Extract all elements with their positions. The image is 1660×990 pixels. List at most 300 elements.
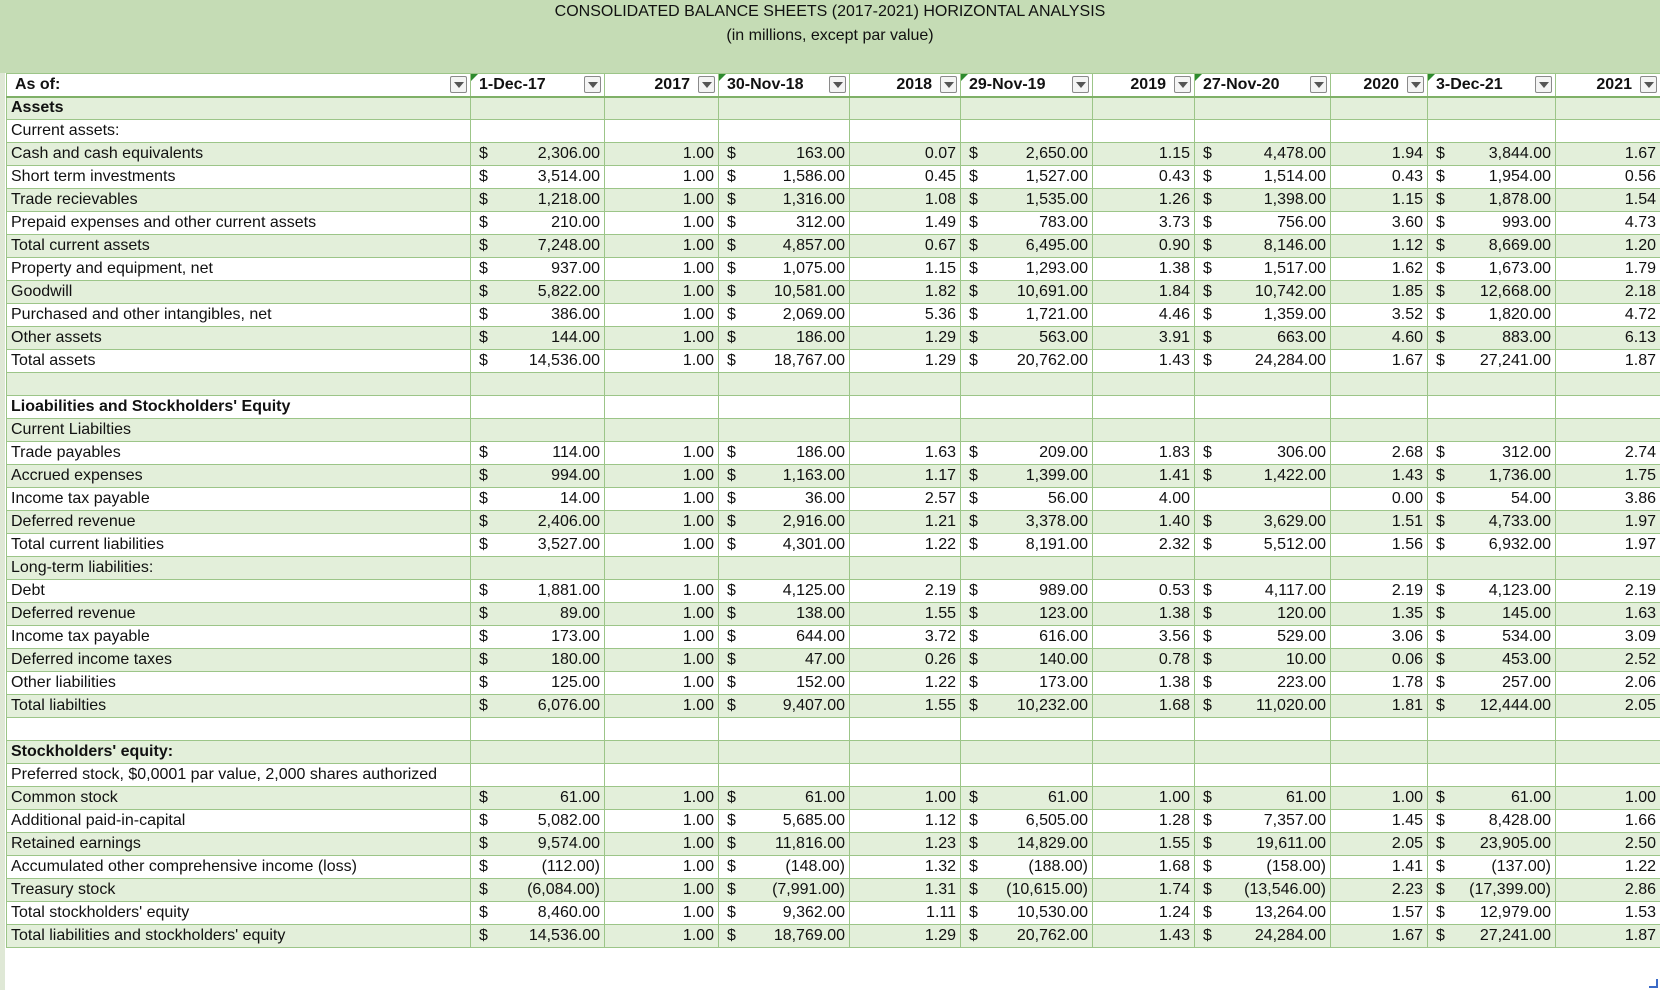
ratio-cell[interactable]: 4.73	[1556, 212, 1660, 235]
ratio-cell[interactable]: 1.20	[1556, 235, 1660, 258]
amount-cell[interactable]	[471, 304, 605, 327]
amount-cell[interactable]	[961, 718, 1093, 741]
amount-cell[interactable]	[719, 350, 850, 373]
ratio-cell[interactable]: 4.00	[1093, 488, 1195, 511]
ratio-cell[interactable]: 1.21	[850, 511, 961, 534]
ratio-cell[interactable]: 1.38	[1093, 603, 1195, 626]
row-label[interactable]: Common stock	[7, 787, 471, 810]
ratio-cell[interactable]	[850, 419, 961, 442]
row-label[interactable]: Additional paid-in-capital	[7, 810, 471, 833]
amount-cell[interactable]	[961, 396, 1093, 419]
row-label[interactable]: Total stockholders' equity	[7, 902, 471, 925]
ratio-cell[interactable]	[1556, 419, 1660, 442]
ratio-cell[interactable]: 1.38	[1093, 258, 1195, 281]
ratio-cell[interactable]	[1093, 718, 1195, 741]
amount-cell[interactable]	[1428, 396, 1556, 419]
row-label[interactable]: Debt	[7, 580, 471, 603]
ratio-cell[interactable]: 4.60	[1331, 327, 1428, 350]
ratio-cell[interactable]: 1.67	[1331, 350, 1428, 373]
amount-cell[interactable]	[719, 695, 850, 718]
ratio-cell[interactable]: 1.00	[605, 212, 719, 235]
row-label[interactable]: Deferred income taxes	[7, 649, 471, 672]
amount-cell[interactable]	[471, 672, 605, 695]
amount-cell[interactable]	[1195, 488, 1331, 511]
ratio-cell[interactable]: 4.46	[1093, 304, 1195, 327]
amount-cell[interactable]	[1428, 787, 1556, 810]
amount-cell[interactable]	[1195, 626, 1331, 649]
title-band[interactable]	[0, 0, 1660, 73]
amount-cell[interactable]	[471, 557, 605, 580]
amount-cell[interactable]	[1195, 327, 1331, 350]
amount-cell[interactable]	[1195, 879, 1331, 902]
ratio-cell[interactable]: 1.00	[1093, 787, 1195, 810]
amount-cell[interactable]	[719, 534, 850, 557]
ratio-cell[interactable]	[850, 557, 961, 580]
amount-cell[interactable]	[1428, 465, 1556, 488]
amount-cell[interactable]	[471, 764, 605, 787]
row-label[interactable]: Accrued expenses	[7, 465, 471, 488]
ratio-cell[interactable]: 3.91	[1093, 327, 1195, 350]
amount-cell[interactable]	[719, 672, 850, 695]
row-label[interactable]	[7, 373, 471, 396]
amount-cell[interactable]	[1195, 212, 1331, 235]
row-label[interactable]: Total liabilties	[7, 695, 471, 718]
ratio-cell[interactable]	[1556, 557, 1660, 580]
amount-cell[interactable]	[719, 557, 850, 580]
ratio-cell[interactable]: 3.60	[1331, 212, 1428, 235]
amount-cell[interactable]	[1428, 189, 1556, 212]
ratio-cell[interactable]: 0.56	[1556, 166, 1660, 189]
amount-cell[interactable]	[961, 902, 1093, 925]
amount-cell[interactable]	[719, 373, 850, 396]
ratio-cell[interactable]	[1093, 373, 1195, 396]
amount-cell[interactable]	[1428, 97, 1556, 120]
amount-cell[interactable]	[1195, 718, 1331, 741]
ratio-cell[interactable]	[605, 97, 719, 120]
column-header-3[interactable]	[719, 74, 850, 97]
amount-cell[interactable]	[719, 741, 850, 764]
ratio-cell[interactable]: 0.45	[850, 166, 961, 189]
ratio-cell[interactable]: 1.00	[605, 672, 719, 695]
amount-cell[interactable]	[961, 373, 1093, 396]
ratio-cell[interactable]: 1.35	[1331, 603, 1428, 626]
column-header-5[interactable]	[961, 74, 1093, 97]
amount-cell[interactable]	[1428, 695, 1556, 718]
ratio-cell[interactable]: 2.05	[1331, 833, 1428, 856]
column-header-8[interactable]	[1331, 74, 1428, 97]
amount-cell[interactable]	[1428, 580, 1556, 603]
ratio-cell[interactable]: 2.19	[1331, 580, 1428, 603]
row-label[interactable]: Trade recievables	[7, 189, 471, 212]
ratio-cell[interactable]: 1.00	[605, 511, 719, 534]
ratio-cell[interactable]: 1.43	[1093, 350, 1195, 373]
amount-cell[interactable]	[1428, 718, 1556, 741]
row-label[interactable]: Stockholders' equity:	[7, 741, 471, 764]
ratio-cell[interactable]: 1.49	[850, 212, 961, 235]
ratio-cell[interactable]: 1.55	[1093, 833, 1195, 856]
filter-dropdown-icon[interactable]	[1174, 76, 1191, 93]
ratio-cell[interactable]: 1.40	[1093, 511, 1195, 534]
amount-cell[interactable]	[1195, 672, 1331, 695]
ratio-cell[interactable]	[605, 120, 719, 143]
amount-cell[interactable]	[471, 258, 605, 281]
ratio-cell[interactable]: 1.00	[605, 580, 719, 603]
row-label[interactable]: Preferred stock, $0,0001 par value, 2,000 shares authorized	[7, 764, 471, 787]
ratio-cell[interactable]: 1.00	[605, 925, 719, 948]
amount-cell[interactable]	[471, 419, 605, 442]
amount-cell[interactable]	[719, 281, 850, 304]
amount-cell[interactable]	[961, 419, 1093, 442]
ratio-cell[interactable]: 1.53	[1556, 902, 1660, 925]
column-header-2[interactable]	[605, 74, 719, 97]
row-label[interactable]: Short term investments	[7, 166, 471, 189]
ratio-cell[interactable]: 1.57	[1331, 902, 1428, 925]
amount-cell[interactable]	[961, 787, 1093, 810]
ratio-cell[interactable]: 1.00	[605, 143, 719, 166]
ratio-cell[interactable]: 2.05	[1556, 695, 1660, 718]
ratio-cell[interactable]: 1.00	[605, 810, 719, 833]
ratio-cell[interactable]: 1.94	[1331, 143, 1428, 166]
amount-cell[interactable]	[471, 580, 605, 603]
amount-cell[interactable]	[471, 902, 605, 925]
ratio-cell[interactable]: 0.43	[1331, 166, 1428, 189]
ratio-cell[interactable]: 2.50	[1556, 833, 1660, 856]
row-label[interactable]: Trade payables	[7, 442, 471, 465]
amount-cell[interactable]	[471, 327, 605, 350]
ratio-cell[interactable]: 1.26	[1093, 189, 1195, 212]
ratio-cell[interactable]: 1.00	[605, 189, 719, 212]
ratio-cell[interactable]: 1.15	[850, 258, 961, 281]
ratio-cell[interactable]: 1.62	[1331, 258, 1428, 281]
ratio-cell[interactable]: 1.00	[605, 649, 719, 672]
amount-cell[interactable]	[961, 258, 1093, 281]
ratio-cell[interactable]: 1.85	[1331, 281, 1428, 304]
ratio-cell[interactable]: 1.68	[1093, 856, 1195, 879]
ratio-cell[interactable]: 1.22	[850, 672, 961, 695]
ratio-cell[interactable]	[1093, 97, 1195, 120]
ratio-cell[interactable]: 1.97	[1556, 511, 1660, 534]
amount-cell[interactable]	[719, 212, 850, 235]
amount-cell[interactable]	[719, 419, 850, 442]
amount-cell[interactable]	[719, 488, 850, 511]
ratio-cell[interactable]	[605, 718, 719, 741]
ratio-cell[interactable]: 1.15	[1331, 189, 1428, 212]
ratio-cell[interactable]: 1.00	[605, 350, 719, 373]
ratio-cell[interactable]	[850, 373, 961, 396]
amount-cell[interactable]	[471, 281, 605, 304]
amount-cell[interactable]	[719, 833, 850, 856]
amount-cell[interactable]	[471, 143, 605, 166]
ratio-cell[interactable]: 5.36	[850, 304, 961, 327]
amount-cell[interactable]	[719, 235, 850, 258]
amount-cell[interactable]	[1195, 810, 1331, 833]
column-header-6[interactable]	[1093, 74, 1195, 97]
amount-cell[interactable]	[1428, 626, 1556, 649]
ratio-cell[interactable]	[1093, 396, 1195, 419]
ratio-cell[interactable]: 1.00	[605, 442, 719, 465]
row-label[interactable]: Purchased and other intangibles, net	[7, 304, 471, 327]
ratio-cell[interactable]	[1093, 741, 1195, 764]
ratio-cell[interactable]: 2.74	[1556, 442, 1660, 465]
ratio-cell[interactable]: 1.24	[1093, 902, 1195, 925]
amount-cell[interactable]	[1428, 879, 1556, 902]
amount-cell[interactable]	[1195, 557, 1331, 580]
row-label[interactable]: Income tax payable	[7, 626, 471, 649]
ratio-cell[interactable]: 4.72	[1556, 304, 1660, 327]
column-header-4[interactable]	[850, 74, 961, 97]
row-label[interactable]: Goodwill	[7, 281, 471, 304]
filter-dropdown-icon[interactable]	[450, 76, 467, 93]
amount-cell[interactable]	[471, 856, 605, 879]
amount-cell[interactable]	[961, 580, 1093, 603]
ratio-cell[interactable]: 1.66	[1556, 810, 1660, 833]
ratio-cell[interactable]: 1.41	[1093, 465, 1195, 488]
ratio-cell[interactable]: 1.00	[605, 281, 719, 304]
ratio-cell[interactable]: 2.52	[1556, 649, 1660, 672]
amount-cell[interactable]	[719, 764, 850, 787]
amount-cell[interactable]	[471, 97, 605, 120]
filter-dropdown-icon[interactable]	[584, 76, 601, 93]
amount-cell[interactable]	[1428, 672, 1556, 695]
amount-cell[interactable]	[1195, 534, 1331, 557]
amount-cell[interactable]	[961, 695, 1093, 718]
column-header-7[interactable]	[1195, 74, 1331, 97]
ratio-cell[interactable]	[1331, 120, 1428, 143]
row-label[interactable]: Deferred revenue	[7, 511, 471, 534]
ratio-cell[interactable]: 1.00	[605, 695, 719, 718]
ratio-cell[interactable]: 1.11	[850, 902, 961, 925]
amount-cell[interactable]	[1428, 373, 1556, 396]
ratio-cell[interactable]: 2.86	[1556, 879, 1660, 902]
amount-cell[interactable]	[471, 212, 605, 235]
amount-cell[interactable]	[1195, 787, 1331, 810]
row-label[interactable]: Income tax payable	[7, 488, 471, 511]
amount-cell[interactable]	[471, 488, 605, 511]
row-label[interactable]: Current Liabilties	[7, 419, 471, 442]
ratio-cell[interactable]: 0.06	[1331, 649, 1428, 672]
amount-cell[interactable]	[719, 856, 850, 879]
amount-cell[interactable]	[1195, 281, 1331, 304]
amount-cell[interactable]	[1195, 741, 1331, 764]
amount-cell[interactable]	[961, 166, 1093, 189]
ratio-cell[interactable]: 1.63	[850, 442, 961, 465]
amount-cell[interactable]	[471, 741, 605, 764]
amount-cell[interactable]	[1428, 488, 1556, 511]
ratio-cell[interactable]	[1093, 764, 1195, 787]
column-header-9[interactable]	[1428, 74, 1556, 97]
amount-cell[interactable]	[1428, 350, 1556, 373]
ratio-cell[interactable]: 1.87	[1556, 350, 1660, 373]
ratio-cell[interactable]: 0.26	[850, 649, 961, 672]
row-label[interactable]: Other assets	[7, 327, 471, 350]
row-label[interactable]: Accumulated other comprehensive income (loss)	[7, 856, 471, 879]
row-label[interactable]: Total liabilities and stockholders' equity	[7, 925, 471, 948]
row-label[interactable]	[7, 718, 471, 741]
ratio-cell[interactable]: 3.86	[1556, 488, 1660, 511]
amount-cell[interactable]	[719, 879, 850, 902]
ratio-cell[interactable]	[1331, 373, 1428, 396]
ratio-cell[interactable]: 2.18	[1556, 281, 1660, 304]
ratio-cell[interactable]: 1.22	[1556, 856, 1660, 879]
ratio-cell[interactable]	[1093, 419, 1195, 442]
ratio-cell[interactable]: 1.43	[1093, 925, 1195, 948]
ratio-cell[interactable]: 1.84	[1093, 281, 1195, 304]
amount-cell[interactable]	[1428, 304, 1556, 327]
ratio-cell[interactable]: 1.00	[605, 304, 719, 327]
amount-cell[interactable]	[1428, 649, 1556, 672]
ratio-cell[interactable]: 3.06	[1331, 626, 1428, 649]
amount-cell[interactable]	[961, 649, 1093, 672]
amount-cell[interactable]	[719, 718, 850, 741]
ratio-cell[interactable]: 1.23	[850, 833, 961, 856]
amount-cell[interactable]	[1195, 511, 1331, 534]
ratio-cell[interactable]: 0.00	[1331, 488, 1428, 511]
amount-cell[interactable]	[961, 465, 1093, 488]
ratio-cell[interactable]: 2.06	[1556, 672, 1660, 695]
amount-cell[interactable]	[719, 810, 850, 833]
ratio-cell[interactable]: 3.72	[850, 626, 961, 649]
ratio-cell[interactable]: 0.53	[1093, 580, 1195, 603]
amount-cell[interactable]	[961, 626, 1093, 649]
ratio-cell[interactable]: 1.00	[605, 488, 719, 511]
ratio-cell[interactable]	[1556, 396, 1660, 419]
amount-cell[interactable]	[1195, 189, 1331, 212]
amount-cell[interactable]	[961, 143, 1093, 166]
ratio-cell[interactable]: 1.00	[605, 327, 719, 350]
amount-cell[interactable]	[961, 189, 1093, 212]
ratio-cell[interactable]: 1.56	[1331, 534, 1428, 557]
amount-cell[interactable]	[719, 143, 850, 166]
row-label[interactable]: Other liabilities	[7, 672, 471, 695]
amount-cell[interactable]	[1195, 120, 1331, 143]
amount-cell[interactable]	[471, 166, 605, 189]
ratio-cell[interactable]: 1.00	[1331, 787, 1428, 810]
amount-cell[interactable]	[1428, 741, 1556, 764]
ratio-cell[interactable]: 1.75	[1556, 465, 1660, 488]
amount-cell[interactable]	[719, 902, 850, 925]
amount-cell[interactable]	[471, 718, 605, 741]
ratio-cell[interactable]: 1.00	[605, 258, 719, 281]
ratio-cell[interactable]: 1.00	[605, 833, 719, 856]
row-label[interactable]: Deferred revenue	[7, 603, 471, 626]
ratio-cell[interactable]: 1.00	[605, 603, 719, 626]
ratio-cell[interactable]: 0.07	[850, 143, 961, 166]
ratio-cell[interactable]: 2.19	[1556, 580, 1660, 603]
amount-cell[interactable]	[719, 511, 850, 534]
amount-cell[interactable]	[471, 626, 605, 649]
ratio-cell[interactable]: 2.23	[1331, 879, 1428, 902]
amount-cell[interactable]	[1428, 258, 1556, 281]
amount-cell[interactable]	[1195, 235, 1331, 258]
amount-cell[interactable]	[719, 787, 850, 810]
ratio-cell[interactable]	[1093, 557, 1195, 580]
amount-cell[interactable]	[961, 488, 1093, 511]
amount-cell[interactable]	[471, 879, 605, 902]
amount-cell[interactable]	[1428, 856, 1556, 879]
amount-cell[interactable]	[471, 810, 605, 833]
ratio-cell[interactable]	[1331, 419, 1428, 442]
ratio-cell[interactable]: 1.97	[1556, 534, 1660, 557]
filter-dropdown-icon[interactable]	[1072, 76, 1089, 93]
amount-cell[interactable]	[1428, 902, 1556, 925]
ratio-cell[interactable]: 1.00	[605, 465, 719, 488]
amount-cell[interactable]	[1428, 419, 1556, 442]
amount-cell[interactable]	[719, 166, 850, 189]
amount-cell[interactable]	[1428, 764, 1556, 787]
ratio-cell[interactable]: 3.52	[1331, 304, 1428, 327]
amount-cell[interactable]	[961, 281, 1093, 304]
amount-cell[interactable]	[719, 189, 850, 212]
amount-cell[interactable]	[1195, 166, 1331, 189]
ratio-cell[interactable]	[850, 120, 961, 143]
amount-cell[interactable]	[471, 787, 605, 810]
amount-cell[interactable]	[961, 603, 1093, 626]
ratio-cell[interactable]: 1.29	[850, 327, 961, 350]
amount-cell[interactable]	[961, 534, 1093, 557]
amount-cell[interactable]	[961, 442, 1093, 465]
amount-cell[interactable]	[471, 649, 605, 672]
amount-cell[interactable]	[719, 120, 850, 143]
amount-cell[interactable]	[1428, 603, 1556, 626]
ratio-cell[interactable]: 1.00	[605, 626, 719, 649]
amount-cell[interactable]	[471, 373, 605, 396]
ratio-cell[interactable]: 1.45	[1331, 810, 1428, 833]
amount-cell[interactable]	[1428, 235, 1556, 258]
amount-cell[interactable]	[1195, 442, 1331, 465]
ratio-cell[interactable]	[605, 373, 719, 396]
ratio-cell[interactable]	[605, 419, 719, 442]
amount-cell[interactable]	[471, 833, 605, 856]
ratio-cell[interactable]: 1.51	[1331, 511, 1428, 534]
amount-cell[interactable]	[719, 442, 850, 465]
filter-dropdown-icon[interactable]	[1310, 76, 1327, 93]
amount-cell[interactable]	[1195, 856, 1331, 879]
ratio-cell[interactable]: 1.81	[1331, 695, 1428, 718]
ratio-cell[interactable]: 3.09	[1556, 626, 1660, 649]
ratio-cell[interactable]	[1556, 764, 1660, 787]
ratio-cell[interactable]: 1.00	[605, 879, 719, 902]
column-header-0[interactable]	[7, 74, 471, 97]
ratio-cell[interactable]: 1.55	[850, 695, 961, 718]
ratio-cell[interactable]: 3.56	[1093, 626, 1195, 649]
filter-dropdown-icon[interactable]	[1535, 76, 1552, 93]
ratio-cell[interactable]	[605, 396, 719, 419]
amount-cell[interactable]	[1195, 603, 1331, 626]
ratio-cell[interactable]: 1.12	[1331, 235, 1428, 258]
amount-cell[interactable]	[1195, 419, 1331, 442]
ratio-cell[interactable]: 1.00	[1556, 787, 1660, 810]
ratio-cell[interactable]	[850, 718, 961, 741]
ratio-cell[interactable]	[605, 764, 719, 787]
ratio-cell[interactable]	[850, 741, 961, 764]
amount-cell[interactable]	[1428, 120, 1556, 143]
ratio-cell[interactable]: 1.78	[1331, 672, 1428, 695]
amount-cell[interactable]	[1195, 925, 1331, 948]
amount-cell[interactable]	[719, 396, 850, 419]
ratio-cell[interactable]: 0.90	[1093, 235, 1195, 258]
amount-cell[interactable]	[1195, 465, 1331, 488]
amount-cell[interactable]	[1428, 511, 1556, 534]
ratio-cell[interactable]: 1.15	[1093, 143, 1195, 166]
ratio-cell[interactable]: 1.68	[1093, 695, 1195, 718]
ratio-cell[interactable]: 1.87	[1556, 925, 1660, 948]
ratio-cell[interactable]: 1.17	[850, 465, 961, 488]
amount-cell[interactable]	[1195, 143, 1331, 166]
ratio-cell[interactable]: 1.55	[850, 603, 961, 626]
ratio-cell[interactable]	[605, 557, 719, 580]
row-label[interactable]: Cash and cash equivalents	[7, 143, 471, 166]
ratio-cell[interactable]: 1.74	[1093, 879, 1195, 902]
